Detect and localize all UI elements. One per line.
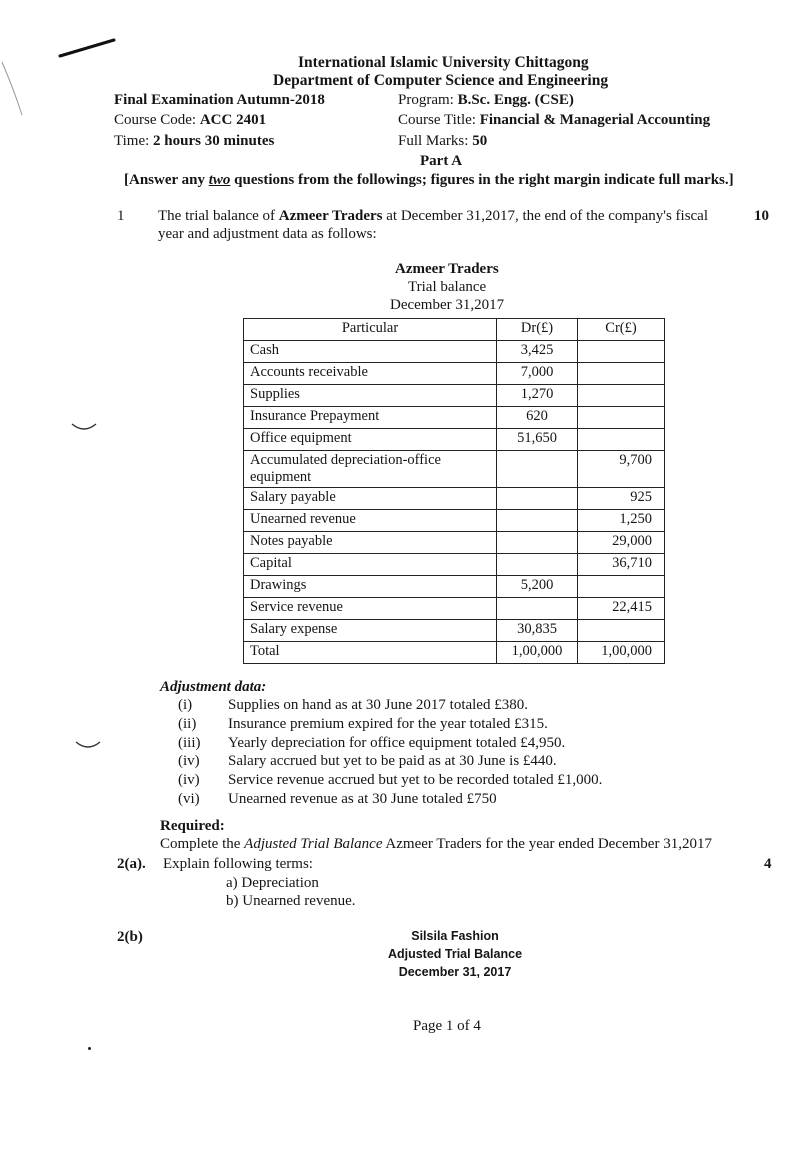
q2a-item: a) Depreciation [226, 875, 319, 891]
adjustment-heading: Adjustment data: [160, 679, 267, 695]
cell-dr: 3,425 [497, 341, 578, 363]
adjustment-text: Insurance premium expired for the year totaled £315. [228, 715, 548, 732]
q2a-item: b) Unearned revenue. [226, 893, 356, 909]
program [398, 92, 574, 109]
cell-cr [578, 620, 665, 642]
adjustment-number: (ii) [178, 715, 197, 732]
punch-hole-mark [70, 420, 100, 436]
adjustment-text: Supplies on hand as at 30 June 2017 totaled £380. [228, 697, 528, 713]
cell-dr [497, 451, 578, 488]
q2b-date: December 31, 2017 [398, 965, 512, 979]
table-row [244, 385, 665, 407]
course-code [114, 112, 266, 129]
table-row [244, 620, 665, 642]
q2b-number: 2(b) [117, 929, 143, 945]
marks-label: Full Marks: [398, 133, 469, 149]
tb-title: Azmeer Traders [395, 261, 499, 277]
course-code-value: ACC 2401 [199, 112, 267, 128]
cell-dr: 51,650 [497, 429, 578, 451]
university-name: International Islamic University Chittagong [298, 54, 589, 71]
time-label: Time: [114, 133, 150, 149]
trial-balance-table [243, 318, 665, 664]
cell-dr [497, 510, 578, 532]
exam-name: Final Examination Autumn-2018 [114, 92, 325, 108]
cell-cr [578, 363, 665, 385]
required-heading: Required: [160, 818, 225, 834]
table-row [244, 642, 665, 664]
q2a-number: 2(a). [117, 856, 146, 872]
department-name: Department of Computer Science and Engineering [273, 72, 609, 89]
cell-particular: Accumulated depreciation-office equipment [244, 451, 497, 488]
cell-cr: 29,000 [578, 532, 665, 554]
adjustment-text: Unearned revenue as at 30 June totaled £750 [228, 791, 497, 807]
q1-company: Azmeer Traders [278, 208, 383, 224]
header-dr: Dr(£) [497, 319, 578, 341]
table-row [244, 510, 665, 532]
cell-cr: 1,00,000 [578, 642, 665, 664]
table-row [244, 363, 665, 385]
cell-dr [497, 598, 578, 620]
q1-number: 1 [117, 208, 125, 224]
q1-text-pre: The trial balance of [158, 208, 279, 224]
cell-dr: 7,000 [497, 363, 578, 385]
instruction-post: questions from the followings; figures in the right margin indicate full marks.] [230, 172, 734, 188]
cell-particular: Salary payable [244, 488, 497, 510]
q1-text-post: at December 31,2017, the end of the company's fiscal [382, 208, 709, 224]
cell-particular: Unearned revenue [244, 510, 497, 532]
adjustment-text: Yearly depreciation for office equipment totaled £4,950. [228, 734, 566, 751]
q1-marks: 10 [754, 208, 769, 224]
marks-value: 50 [472, 133, 488, 149]
cell-particular: Supplies [244, 385, 497, 407]
cell-cr: 22,415 [578, 598, 665, 620]
header-cr: Cr(£) [578, 319, 665, 341]
cell-dr [497, 554, 578, 576]
adjustment-number: (iv) [178, 772, 200, 789]
cell-particular: Drawings [244, 576, 497, 598]
instruction [124, 172, 734, 189]
table-row [244, 488, 665, 510]
table-row [244, 532, 665, 554]
cell-dr: 1,00,000 [497, 642, 578, 664]
instruction-pre: [Answer any [124, 172, 209, 188]
cell-particular: Salary expense [244, 620, 497, 642]
cell-dr: 1,270 [497, 385, 578, 407]
table-row [244, 407, 665, 429]
q1-text-line1 [158, 208, 708, 225]
table-header-row [244, 319, 665, 341]
cell-particular: Notes payable [244, 532, 497, 554]
cell-cr: 1,250 [578, 510, 665, 532]
adjustment-number: (iv) [178, 753, 200, 770]
q1-text-line2: year and adjustment data as follows: [158, 226, 377, 242]
instruction-emphasis: two [208, 172, 231, 188]
cell-dr: 5,200 [497, 576, 578, 598]
course-title [398, 112, 710, 129]
cell-particular: Cash [244, 341, 497, 363]
cell-cr: 9,700 [578, 451, 665, 488]
part-heading: Part A [420, 153, 463, 169]
full-marks [398, 133, 487, 150]
edge-mark [0, 60, 30, 120]
cell-dr: 30,835 [497, 620, 578, 642]
table-row [244, 451, 665, 488]
cell-dr [497, 488, 578, 510]
cell-particular: Accounts receivable [244, 363, 497, 385]
cell-cr [578, 407, 665, 429]
program-value: B.Sc. Engg. (CSE) [457, 92, 574, 108]
cell-cr: 36,710 [578, 554, 665, 576]
adjustment-text: Salary accrued but yet to be paid as at 30 June is £440. [228, 753, 557, 770]
cell-particular: Capital [244, 554, 497, 576]
required-text-pre: Complete the [160, 836, 245, 852]
cell-cr [578, 429, 665, 451]
course-code-label: Course Code: [114, 112, 197, 128]
cell-particular: Service revenue [244, 598, 497, 620]
table-row [244, 576, 665, 598]
cell-particular: Total [244, 642, 497, 664]
dot-mark [88, 1047, 91, 1050]
exam-time [114, 133, 274, 150]
pen-stroke-mark [58, 36, 118, 62]
q2b-title: Adjusted Trial Balance [387, 947, 523, 961]
required-text-emphasis: Adjusted Trial Balance [244, 836, 383, 852]
required-text-post: Azmeer Traders for the year ended December 31,2017 [382, 836, 712, 852]
course-title-label: Course Title: [398, 112, 476, 128]
punch-hole-mark [74, 738, 104, 754]
cell-cr: 925 [578, 488, 665, 510]
cell-cr [578, 385, 665, 407]
table-row [244, 429, 665, 451]
cell-dr: 620 [497, 407, 578, 429]
adjustment-number: (iii) [178, 734, 201, 751]
table-row [244, 341, 665, 363]
time-value: 2 hours 30 minutes [153, 133, 275, 149]
course-title-value: Financial & Managerial Accounting [479, 112, 711, 128]
cell-dr [497, 532, 578, 554]
cell-cr [578, 341, 665, 363]
table-row [244, 598, 665, 620]
tb-date: December 31,2017 [390, 297, 505, 313]
adjustment-number: (i) [178, 697, 193, 713]
cell-particular: Insurance Prepayment [244, 407, 497, 429]
tb-subtitle: Trial balance [408, 279, 487, 295]
cell-particular: Office equipment [244, 429, 497, 451]
cell-cr [578, 576, 665, 598]
table-row [244, 554, 665, 576]
q2b-company: Silsila Fashion [411, 929, 499, 943]
required-text [160, 836, 712, 853]
adjustment-text: Service revenue accrued but yet to be recorded totaled £1,000. [228, 772, 603, 789]
q2a-text: Explain following terms: [163, 856, 313, 872]
adjustment-number: (vi) [178, 791, 200, 807]
program-label: Program: [398, 92, 454, 108]
header-particular: Particular [244, 319, 497, 341]
page-number: Page 1 of 4 [413, 1018, 481, 1034]
q2a-marks: 4 [764, 856, 772, 872]
